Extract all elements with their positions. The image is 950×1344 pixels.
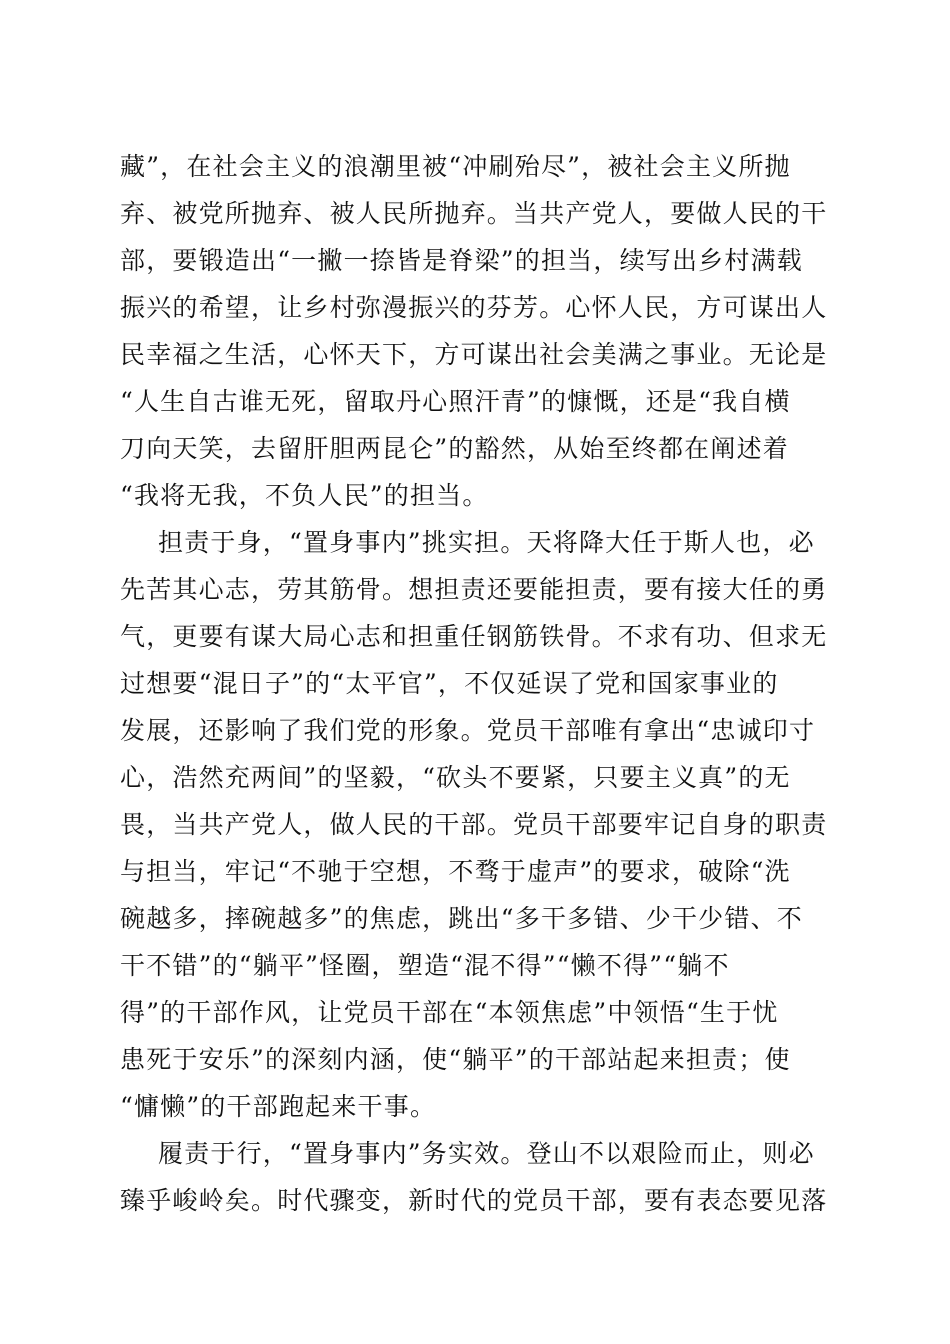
- text-line: 患死于安乐”的深刻内涵，使“躺平”的干部站起来担责；使: [120, 1045, 791, 1074]
- text-line: 藏”，在社会主义的浪潮里被“冲刷殆尽”，被社会主义所抛: [120, 152, 791, 181]
- text-line: 民幸福之生活，心怀天下，方可谋出社会美满之事业。无论是: [120, 340, 828, 369]
- text-line: 刀向天笑，去留肝胆两昆仑”的豁然，从始至终都在阐述着: [120, 434, 789, 463]
- text-line: “我将无我，不负人民”的担当。: [120, 481, 489, 510]
- text-line: 干不错”的“躺平”怪圈，塑造“混不得”“懒不得”“躺不: [120, 951, 730, 980]
- text-line: 弃、被党所抛弃、被人民所抛弃。当共产党人，要做人民的干: [120, 199, 828, 228]
- paragraph-first-line: 履责于行，“置身事内”务实效。登山不以艰险而止，则必: [158, 1139, 815, 1168]
- text-line: “人生自古谁无死，留取丹心照汗青”的慷慨，还是“我自横: [120, 387, 791, 416]
- text-line: 过想要“混日子”的“太平官”，不仅延误了党和国家事业的: [120, 669, 779, 698]
- text-line: 先苦其心志，劳其筋骨。想担责还要能担责，要有接大任的勇: [120, 575, 828, 604]
- text-line: 振兴的希望，让乡村弥漫振兴的芬芳。心怀人民，方可谋出人: [120, 293, 828, 322]
- text-line: “慵懒”的干部跑起来干事。: [120, 1092, 437, 1121]
- text-line: 臻乎峻岭矣。时代骤变，新时代的党员干部，要有表态要见落: [120, 1186, 828, 1215]
- text-line: 碗越多，摔碗越多”的焦虑，跳出“多干多错、少干少错、不: [120, 904, 803, 933]
- text-line: 得”的干部作风，让党员干部在“本领焦虑”中领悟“生于忧: [120, 998, 779, 1027]
- paragraph-first-line: 担责于身，“置身事内”挑实担。天将降大任于斯人也，必: [158, 528, 815, 557]
- text-line: 发展，还影响了我们党的形象。党员干部唯有拿出“忠诚印寸: [120, 716, 816, 745]
- text-line: 心，浩然充两间”的坚毅，“砍头不要紧，只要主义真”的无: [120, 763, 791, 792]
- text-line: 气，更要有谋大局心志和担重任钢筋铁骨。不求有功、但求无: [120, 622, 828, 651]
- text-line: 部，要锻造出“一撇一捺皆是脊梁”的担当，续写出乡村满载: [120, 246, 803, 275]
- text-line: 与担当，牢记“不驰于空想，不骛于虚声”的要求，破除“洗: [120, 857, 791, 886]
- text-line: 畏，当共产党人，做人民的干部。党员干部要牢记自身的职责: [120, 810, 828, 839]
